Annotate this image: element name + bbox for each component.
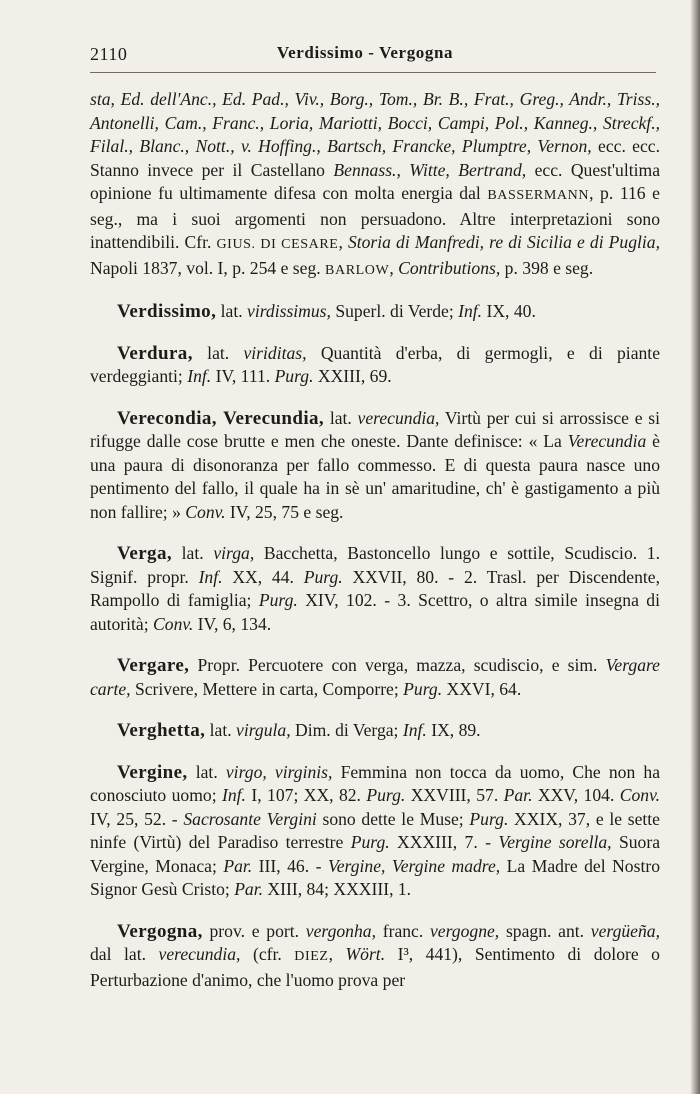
author-name: GIUS. DI CESARE	[216, 237, 339, 252]
citation-work: Purg.	[274, 366, 314, 386]
work-title: Storia di Manfredi, re di Sicilia e di Puglia,	[347, 232, 660, 252]
entry-verghetta: Verghetta, lat. virgula, Dim. di Verga; Inf. IX, 89.	[117, 720, 481, 741]
headword: Verdura,	[117, 342, 193, 364]
work-title: Wört.	[345, 944, 386, 964]
headword: Vergogna,	[117, 920, 203, 942]
header-rule	[90, 72, 656, 73]
work-title: Contributions,	[398, 257, 501, 278]
headword: Verga,	[117, 543, 172, 564]
citation-work: Purg.	[366, 785, 406, 805]
running-title: Verdissimo - Vergogna	[276, 43, 454, 62]
entry-verga: Verga, lat. virga, Bacchetta, Bastoncello lungo e sottile, Scudiscio. 1. Signif. propr. Inf. XX, 44. Purg. XXVII, 80. - 2. Trasl. per Discendente, Rampollo di famiglia; Purg. XIV, 102. - 3. Scettro, o altra simile insegna di autorità; Conv. IV, 6, 134.	[90, 543, 661, 634]
continuation-paragraph: sta, Ed. dell'Anc., Ed. Pad., Viv., Borg., Tom., Br. B., Frat., Greg., Andr., Triss., Antonelli, Cam., Franc., Loria, Mariotti, Bocci, Campi, Pol., Kanneg., Streckf., Filal., Blanc., Nott., v. Hoffing., Bartsch, Francke, Plumptre, Vernon, ecc. ecc. Stanno invece per il Castellano Bennass., Witte, Bertrand, ecc. Quest'ultima opinione fu ultimamente difesa con molta energia dal BASSERMANN, p. 116 e seg., ma i suoi argomenti non persuadono. Altre interpretazioni sono inattendibili. Cfr. GIUS. DI CESARE, Storia di Manfredi, re di Sicilia e di Puglia, Napoli 1837, vol. I, p. 254 e seg. BARLOW, Contributions, p. 398 e seg.	[90, 89, 661, 278]
citation-work: Inf.	[222, 785, 246, 805]
citation-work: Inf.	[458, 301, 483, 321]
page-number: 2110	[90, 44, 128, 64]
citation-work: Inf.	[198, 566, 223, 587]
citation-work: Purg.	[258, 590, 298, 610]
entry-verdura: Verdura, lat. viriditas, Quantità d'erba, di germogli, e di piante verdeggianti; Inf. IV, 111. Purg. XXIII, 69.	[90, 342, 660, 386]
citation-work: Conv.	[619, 785, 660, 805]
entry-vergare: Vergare, Propr. Percuotere con verga, mazza, scudiscio, e sim. Vergare carte, Scrivere, Mettere in carta, Comporre; Purg. XXVI, 64.	[90, 655, 660, 699]
headword: Verdissimo,	[117, 301, 217, 322]
dictionary-text	[90, 88, 660, 992]
citation-work: Inf.	[402, 720, 427, 740]
citation-work: Purg.	[350, 832, 390, 852]
cited-commentators: sta, Ed. dell'Anc., Ed. Pad., Viv., Borg., Tom., Br. B., Frat., Greg., Andr., Triss., Antonelli, Cam., Franc., Loria, Mariotti, Bocci, Campi, Pol., Kanneg., Streckf., Filal., Blanc., Nott., v. Hoffing., Bartsch, Francke, Plumptre, Vernon,	[90, 89, 660, 156]
citation-work: Par.	[503, 785, 533, 805]
headword: Verghetta,	[117, 720, 206, 741]
citation-work: Inf.	[187, 366, 212, 386]
headword: Vergine,	[117, 761, 188, 783]
headword: Vergare,	[117, 655, 190, 676]
author-name: DIEZ	[294, 949, 329, 964]
citation-work: Par.	[223, 855, 253, 876]
entry-vergine: Vergine, lat. virgo, virginis, Femmina non tocca da uomo, Che non ha conosciuto uomo; Inf. I, 107; XX, 82. Purg. XXVIII, 57. Par. XXV, 104. Conv. IV, 25, 52. - Sacrosante Vergini sono dette le Muse; Purg. XXIX, 37, e le sette ninfe (Virtù) del Paradiso terrestre Purg. XXXIII, 7. - Vergine sorella, Suora Vergine, Monaca; Par. III, 46. - Vergine, Vergine madre, La Madre del Nostro Signor Gesù Cristo; Par. XIII, 84; XXXIII, 1.	[90, 761, 661, 899]
author-name: BASSERMANN	[487, 188, 590, 203]
citation-work: Conv.	[153, 613, 194, 634]
citation-work: Purg.	[403, 678, 443, 699]
citation-work: Purg.	[303, 566, 343, 587]
entry-verecondia: Verecondia, Verecundia, lat. verecundia, Virtù per cui si arrossisce e si rifugge dalle cose brutte e men che oneste. Dante definisce: « La Verecundia è una paura di disonoranza per fallo commesso. E di questa paura nasce uno pentimento del fallo, il quale ha in sè un' amaritudine, ch' è gastigamento a più non fallire; » Conv. IV, 25, 75 e seg.	[90, 407, 660, 522]
entry-verdissimo: Verdissimo, lat. virdissimus, Superl. di Verde; Inf. IX, 40.	[117, 301, 536, 322]
citation-work: Conv.	[185, 501, 226, 522]
page-edge-shadow	[690, 0, 700, 1094]
citation-work: Purg.	[469, 808, 509, 829]
citation-work: Par.	[234, 879, 264, 899]
headword: Verecondia, Verecundia,	[117, 407, 325, 429]
author-name: BARLOW	[325, 262, 390, 278]
entry-vergogna: Vergogna, prov. e port. vergonha, franc. vergogne, spagn. ant. vergüeña, dal lat. verecundia, (cfr. DIEZ, Wört. I³, 441), Sentimento di dolore o Perturbazione d'animo, che l'uomo prova per	[90, 920, 660, 990]
